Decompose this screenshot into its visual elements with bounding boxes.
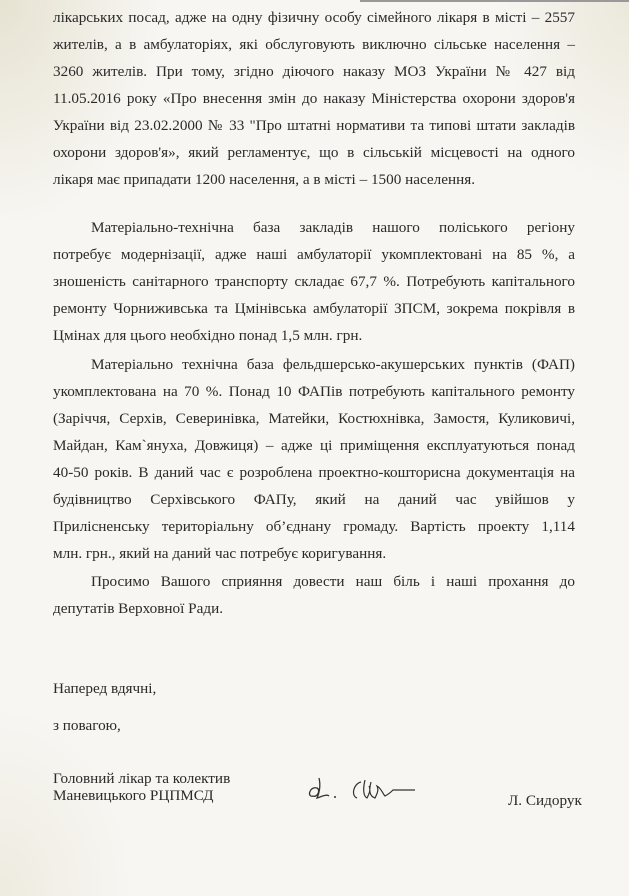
- text-line: 11.05.2016 року «Про внесення змін до наказу Міністерства охорони здоров'я: [53, 90, 575, 107]
- text-line: будівництво Серхівського ФАПу, який на даний час увійшов у: [53, 491, 575, 508]
- scan-edge-line: [360, 0, 629, 2]
- text-line: України від 23.02.2000 № 33 "Про штатні нормативи та типові штати закладів: [53, 117, 575, 134]
- signatory-title-line: Головний лікар та колектив: [53, 770, 231, 787]
- text-line: 40-50 років. В даний час є розроблена проектно-кошторисна документація на: [53, 464, 575, 481]
- paragraph-material-base: [53, 214, 575, 349]
- signatory-title: [53, 770, 230, 804]
- signer-name: Л. Сидорук: [508, 792, 582, 809]
- closing-regards: з повагою,: [53, 717, 121, 734]
- paragraph-staffing: [53, 4, 575, 193]
- text-line: лікарських посад, адже на одну фізичну особу сімейного лікаря в місті – 2557: [53, 9, 575, 26]
- text-line: (Заріччя, Серхів, Северинівка, Матейки, Костюхнівка, Замостя, Куликовичі,: [53, 410, 575, 427]
- text-line: охорони здоров'я», який регламентує, що в сільській місцевості на одного: [53, 144, 575, 161]
- text-line: 3260 жителів. При тому, згідно діючого наказу МОЗ України № 427 від: [53, 63, 575, 80]
- text-line: жителів, а в амбулаторіях, які обслуговують виключно сільське населення –: [53, 36, 575, 53]
- paragraph-request: [53, 568, 575, 622]
- text-line: укомплектована на 70 %. Понад 10 ФАПів потребують капітального ремонту: [53, 383, 575, 400]
- text-line: Цмінах для цього необхідно понад 1,5 млн. грн.: [53, 327, 363, 344]
- handwritten-signature: [305, 768, 445, 808]
- text-line: Матеріально-технічна база закладів нашого поліського регіону: [91, 219, 575, 236]
- signatory-title-line: Маневицького РЦПМСД: [53, 787, 214, 804]
- text-line: Матеріально технічна база фельдшерсько-акушерських пунктів (ФАП): [91, 356, 575, 373]
- text-line: Прилісненську територіальну об’єднану громаду. Вартість проекту 1,114: [53, 518, 575, 535]
- text-line: ремонту Чорниживська та Цмінівська амбулаторії ЗПСМ, зокрема покрівля в: [53, 300, 575, 317]
- text-line: млн. грн., який на даний час потребує коригування.: [53, 545, 387, 562]
- paragraph-fap: [53, 351, 575, 567]
- text-line: зношеність санітарного транспорту складає 67,7 %. Потребують капітального: [53, 273, 575, 290]
- closing-thanks: Наперед вдячні,: [53, 680, 157, 697]
- text-line: лікаря має припадати 1200 населення, а в місті – 1500 населення.: [53, 171, 476, 188]
- text-line: Просимо Вашого сприяння довести наш біль і наші прохання до: [91, 573, 575, 590]
- text-line: депутатів Верховної Ради.: [53, 600, 224, 617]
- text-line: Майдан, Кам`януха, Довжиця) – адже ці приміщення експлуатуються понад: [53, 437, 575, 454]
- text-line: потребує модернізації, адже наші амбулаторії укомплектовані на 85 %, а: [53, 246, 575, 263]
